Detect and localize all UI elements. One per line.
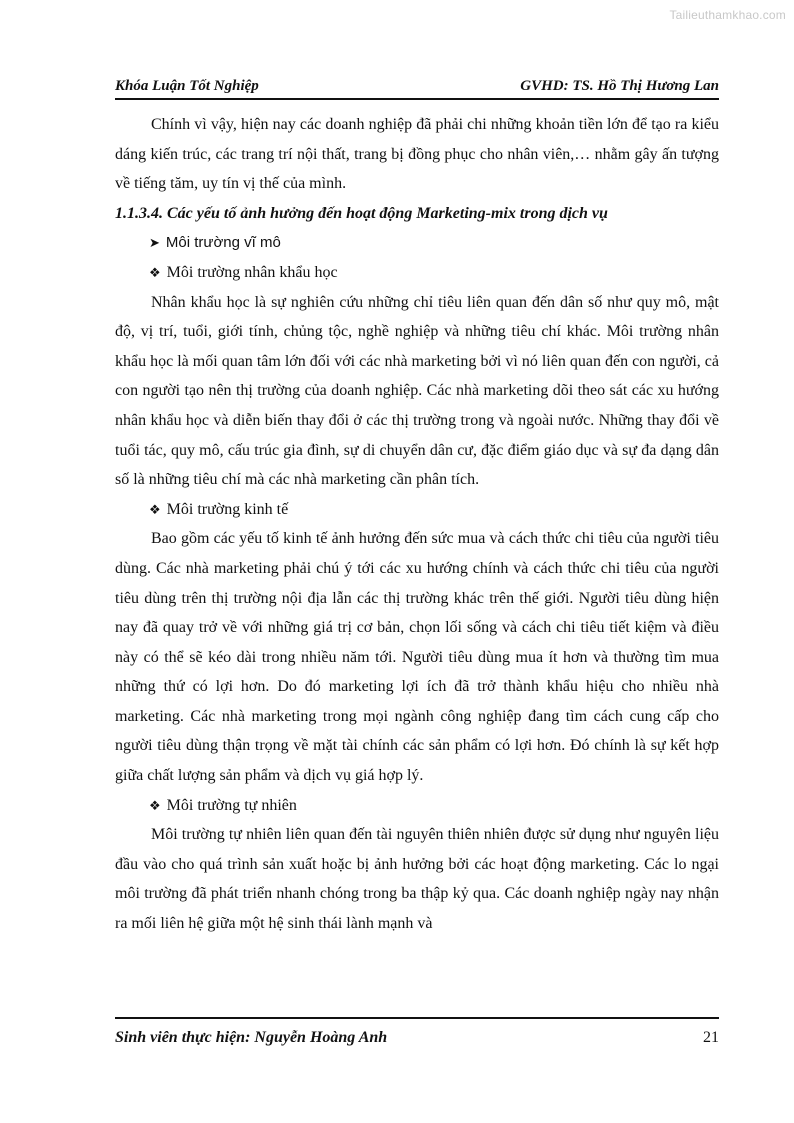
paragraph-natural: Môi trường tự nhiên liên quan đến tài nguyên thiên nhiên được sử dụng như nguyên liệu đầu vào cho quá trình sản xuất hoặc bị ảnh hưởng bởi các hoạt động marketing. Các lo ngại môi trường đã phát triển nhanh chóng trong ba thập kỷ qua. Các doanh nghiệp ngày nay nhận ra mối liên hệ giữa một hệ sinh thái lành mạnh và bbox=[115, 826, 719, 933]
page-header bbox=[115, 78, 719, 100]
paragraph-intro: Chính vì vậy, hiện nay các doanh nghiệp đã phải chi những khoản tiền lớn để tạo ra kiểu dáng kiến trúc, các trang trí nội thất, trang bị đồng phục cho nhân viên,… nhằm gây ấn tượng về tiếng tăm, uy tín vị thế của mình. bbox=[115, 116, 719, 193]
bullet-demographic bbox=[115, 258, 719, 288]
header-thesis-title: Khóa Luận Tốt Nghiệp bbox=[115, 78, 259, 94]
section-heading: 1.1.3.4. Các yếu tố ảnh hưởng đến hoạt động Marketing-mix trong dịch vụ bbox=[115, 204, 608, 222]
page-body bbox=[115, 110, 719, 939]
arrowhead-bullet-icon: ➤ bbox=[149, 235, 160, 251]
subsection-macro bbox=[115, 228, 719, 258]
paragraph-demographic: Nhân khẩu học là sự nghiên cứu những chỉ tiêu liên quan đến dân số như quy mô, mật độ, vị trí, tuổi, giới tính, chủng tộc, nghề nghiệp và những tiêu chí khác. Môi trường nhân khẩu học là mối quan tâm lớn đối với các nhà marketing bởi vì nó liên quan đến con người, cả con người tạo nên thị trường của doanh nghiệp. Các nhà marketing dõi theo sát các xu hướng nhân khẩu học và diễn biến thay đổi ở các thị trường trong và ngoài nước. Những thay đổi về tuổi tác, quy mô, cấu trúc gia đình, sự di chuyển dân cư, đặc điểm giáo dục và sự đa dạng dân số là những tiêu chí mà các nhà marketing cần phân tích. bbox=[115, 293, 719, 489]
bullet-label: Môi trường kinh tế bbox=[166, 500, 289, 518]
page-footer bbox=[115, 1017, 719, 1047]
bullet-economic bbox=[115, 495, 719, 525]
bullet-natural bbox=[115, 791, 719, 821]
page-number: 21 bbox=[703, 1029, 719, 1046]
header-advisor: GVHD: TS. Hồ Thị Hương Lan bbox=[520, 78, 719, 94]
diamond-bullet-icon: ❖ bbox=[149, 797, 161, 813]
footer-student: Sinh viên thực hiện: Nguyễn Hoàng Anh bbox=[115, 1029, 388, 1046]
bullet-label: Môi trường tự nhiên bbox=[166, 796, 297, 814]
diamond-bullet-icon: ❖ bbox=[149, 501, 161, 517]
bullet-label: Môi trường nhân khẩu học bbox=[166, 263, 338, 281]
paragraph-economic: Bao gồm các yếu tố kinh tế ảnh hưởng đến sức mua và cách thức chi tiêu của người tiêu dùng. Các nhà marketing phải chú ý tới các xu hướng chính và cách thức chi tiêu của người tiêu dùng trên thị trường nội địa lẫn các thị trường khác trên thế giới. Người tiêu dùng hiện nay đã quay trở về với những giá trị cơ bản, chọn lối sống và cách chi tiêu tiết kiệm và điều này có thể sẽ kéo dài trong nhiều năm tới. Người tiêu dùng mua ít hơn và thường tìm mua những thứ có lợi hơn. Do đó marketing lợi ích đã trở thành khẩu hiệu cho nhiều nhà marketing. Các nhà marketing trong mọi ngành công nghiệp đang tìm cách cung cấp cho người tiêu dùng thận trọng về mặt tài chính các sản phẩm có lợi hơn. Đó chính là sự kết hợp giữa chất lượng sản phẩm và dịch vụ giá hợp lý. bbox=[115, 530, 719, 785]
watermark: Tailieuthamkhao.com bbox=[669, 8, 786, 22]
subsection-label: Môi trường vĩ mô bbox=[165, 234, 281, 252]
diamond-bullet-icon: ❖ bbox=[149, 264, 161, 280]
